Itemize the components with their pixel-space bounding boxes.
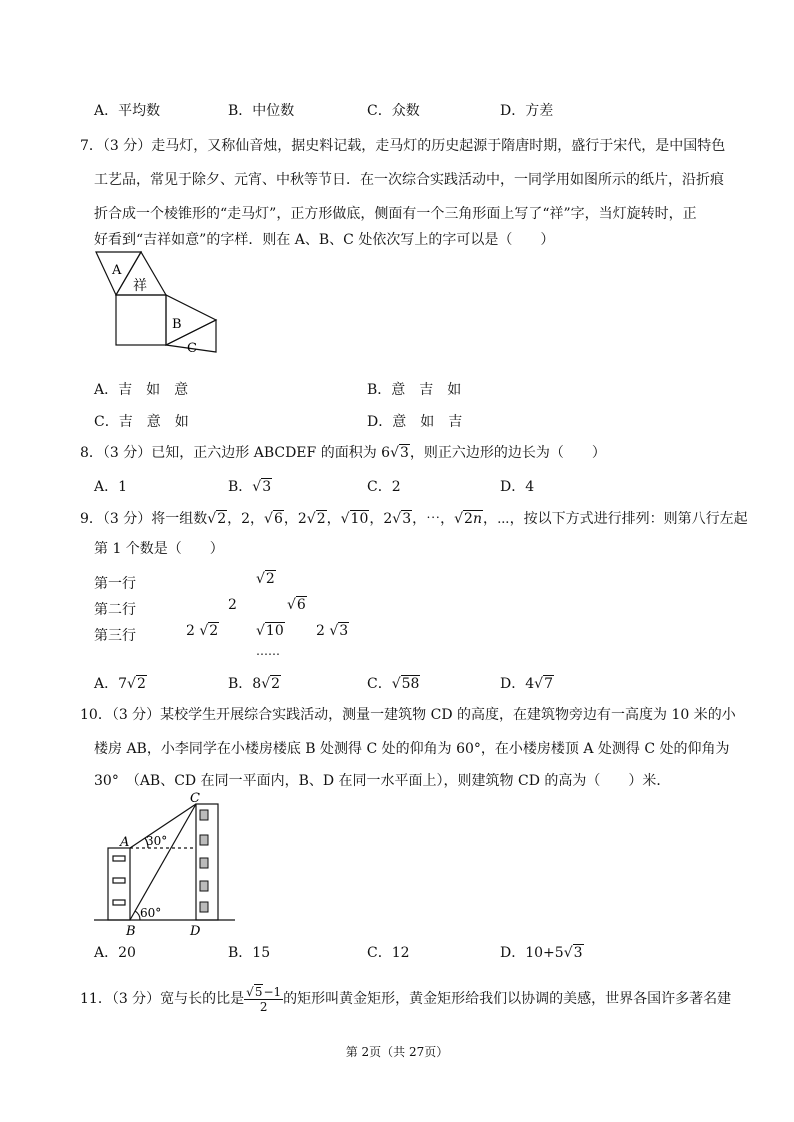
- q7-line-4: 好看到“吉祥如意”的字样．则在 A、B、C 处依次写上的字可以是（ ）: [94, 232, 555, 248]
- q8-option-b: B．√3: [228, 479, 272, 495]
- q7-line-3: 折合成一个棱锥形的“走马灯”，正方形做底，侧面有一个三角形面上写了“祥”字，当灯旋转时，正: [94, 206, 697, 222]
- q10-line-2: 楼房 AB，小李同学在小楼房楼底 B 处测得 C 处的仰角为 60°，在小楼房楼顶 A 处测得 C 处的仰角为: [94, 741, 730, 757]
- q7-label-xiang: 祥: [133, 278, 147, 294]
- q9-row-label-2: 第二行: [94, 602, 136, 618]
- q10-option-a: A．20: [94, 945, 136, 961]
- q10-option-b: B．15: [228, 945, 271, 961]
- q7-label-a: A: [112, 263, 122, 278]
- q10-line-1: 10．（3 分）某校学生开展综合实践活动，测量一建筑物 CD 的高度，在建筑物旁边有一高度为 10 米的小: [80, 707, 736, 723]
- page-footer: 第 2页（共 27页）: [345, 1045, 449, 1059]
- q10-angle-60: 60°: [140, 906, 162, 920]
- q10-option-c: C．12: [367, 945, 410, 961]
- q8-stem: 8．（3 分）已知，正六边形 ABCDEF 的面积为 6√3，则正六边形的边长为（ ）: [80, 445, 606, 461]
- q9-row2-value-2: √6: [287, 597, 306, 613]
- q8-option-c: C．2: [367, 479, 401, 495]
- q10-label-c: C: [190, 791, 200, 806]
- q6-option-a: A．平均数: [94, 103, 161, 119]
- q10-line-3: 30° （AB、CD 在同一平面内，B、D 在同一水平面上），则建筑物 CD 的高为（ ）米．: [94, 773, 671, 789]
- q6-option-b: B．中位数: [228, 103, 295, 119]
- q9-stem-line-2: 第 1 个数是（ ）: [94, 541, 224, 557]
- q7-label-b: B: [172, 317, 182, 332]
- q9-option-b: B．8√2: [228, 676, 281, 692]
- q10-label-a: A: [120, 835, 130, 850]
- q8-option-d: D．4: [500, 479, 535, 495]
- q7-line-1: 7．（3 分）走马灯，又称仙音烛，据史料记载，走马灯的历史起源于隋唐时期，盛行于宋代，是中国特色: [80, 138, 726, 154]
- q9-row3-value-3: 2 √3: [316, 623, 349, 639]
- q7-option-c: C．吉 意 如: [94, 414, 189, 430]
- q9-option-c: C．√58: [367, 676, 420, 692]
- q10-building-figure: [90, 790, 240, 940]
- q9-ellipsis: ……: [256, 644, 280, 658]
- q9-row3-value-2: √10: [256, 623, 284, 639]
- q9-stem-line-1: 9．（3 分）将一组数√2，2，√6，2√2，√10，2√3，⋯，√2n，⋯，按以下方式进行排列：则第八行左起: [80, 511, 748, 527]
- q7-net-figure: [92, 248, 227, 360]
- q7-line-2: 工艺品，常见于除夕、元宵、中秋等节日．在一次综合实践活动中，一同学用如图所示的纸片，沿折痕: [94, 172, 724, 188]
- q8-option-a: A．1: [94, 479, 128, 495]
- q9-row-label-1: 第一行: [94, 576, 136, 592]
- q6-option-d: D．方差: [500, 103, 554, 119]
- q9-row-label-3: 第三行: [94, 628, 136, 644]
- q6-option-c: C．众数: [367, 103, 420, 119]
- q9-option-a: A．7√2: [94, 676, 146, 692]
- q10-label-d: D: [190, 924, 201, 939]
- q7-option-b: B．意 吉 如: [367, 382, 462, 398]
- q9-row2-value-1: 2: [228, 597, 237, 613]
- q7-option-d: D．意 如 吉: [367, 414, 463, 430]
- q10-option-d: D．10+5√3: [500, 945, 583, 961]
- q10-angle-30: 30°: [146, 834, 168, 848]
- q9-row1-value: √2: [256, 571, 275, 587]
- q11-stem: 11．（3 分）宽与长的比是 $\frac{√5-1}{2}$ 的矩形叫黄金矩形，黄金矩形给我们以协调的美感，世界各国许多著名建: [80, 984, 732, 1014]
- q7-option-a: A．吉 如 意: [94, 382, 189, 398]
- q7-label-c: C: [187, 341, 197, 356]
- q9-option-d: D．4√7: [500, 676, 553, 692]
- q10-label-b: B: [126, 924, 136, 939]
- q9-row3-value-1: 2 √2: [186, 623, 219, 639]
- q11-fraction: $\frac{√5-1}{2}$: [246, 984, 282, 1014]
